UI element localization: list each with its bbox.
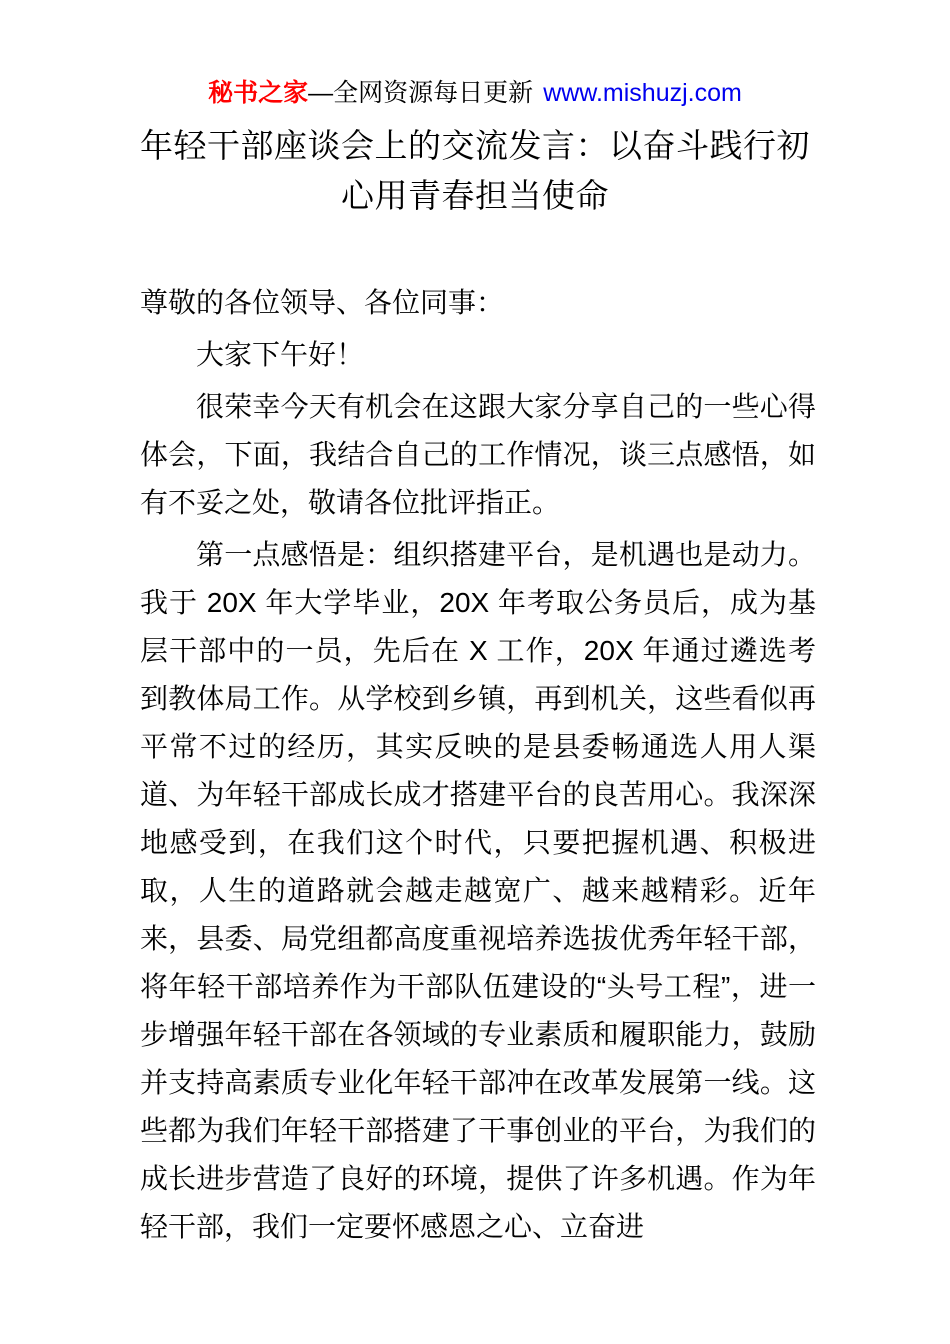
site-tagline: —全网资源每日更新 xyxy=(308,79,534,107)
site-header xyxy=(0,0,950,110)
document-body xyxy=(140,279,816,1251)
site-url-link[interactable]: www.mishuzj.com xyxy=(543,79,742,107)
paragraph-intro: 很荣幸今天有机会在这跟大家分享自己的一些心得体会，下面，我结合自己的工作情况，谈三点感悟，如有不妥之处，敬请各位批评指正。 xyxy=(140,391,816,518)
paragraph-salutation: 尊敬的各位领导、各位同事： xyxy=(140,287,505,318)
site-brand: 秘书之家 xyxy=(208,79,309,107)
paragraph-greeting: 大家下午好！ xyxy=(196,339,365,370)
document-title: 年轻干部座谈会上的交流发言：以奋斗践行初心用青春担当使命 xyxy=(140,127,810,214)
paragraph-point-one: 第一点感悟是：组织搭建平台，是机遇也是动力。我于 20X 年大学毕业，20X 年考取公务员后，成为基层干部中的一员，先后在 X 工作，20X 年通过遴选考到教体局工作。从学校到乡镇，再到机关，这些看似再平常不过的经历，其实反映的是县委畅通选人用人渠道、为年轻干部成长成才搭建平台的良苦用心。我深深地感受到，在我们这个时代，只要把握机遇、积极进取，人生的道路就会越走越宽广、越来越精彩。近年来，县委、局党组都高度重视培养选拔优秀年轻干部，将年轻干部培养作为干部队伍建设的“头号工程”，进一步增强年轻干部在各领域的专业素质和履职能力，鼓励并支持高素质专业化年轻干部冲在改革发展第一线。这些都为我们年轻干部搭建了干事创业的平台，为我们的成长进步营造了良好的环境，提供了许多机遇。作为年轻干部，我们一定要怀感恩之心、立奋进 xyxy=(140,539,816,1242)
